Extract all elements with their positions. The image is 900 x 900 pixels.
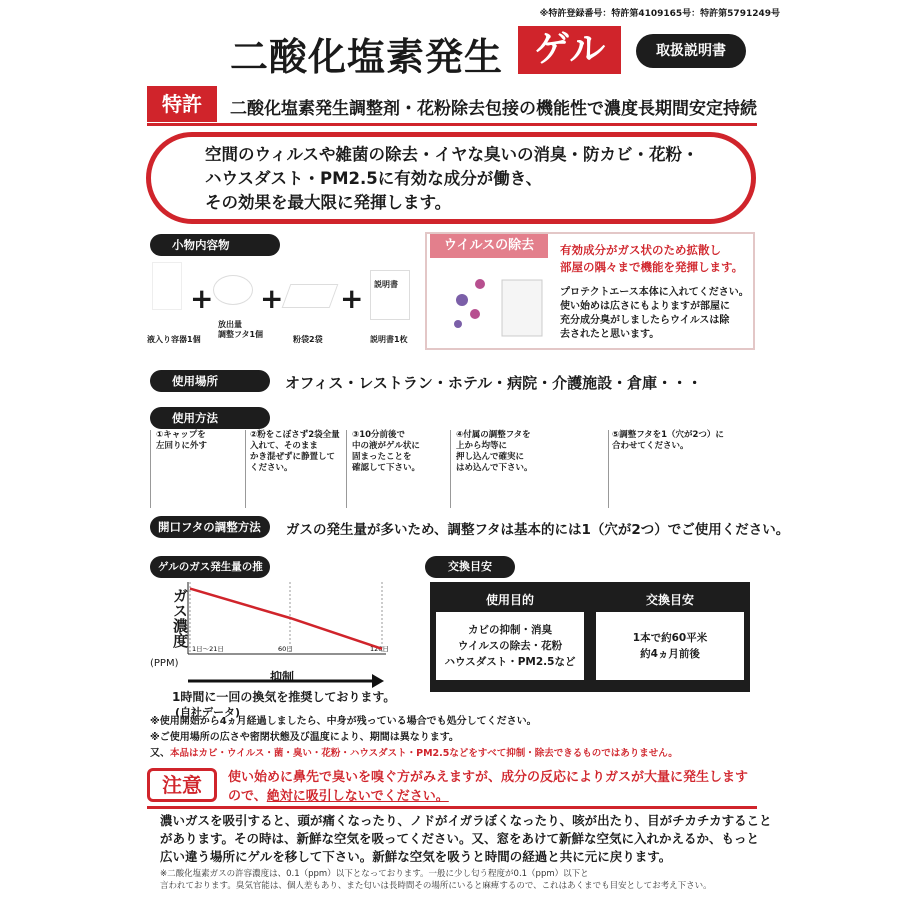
chart-yunit: (PPM) bbox=[150, 658, 179, 669]
manual-badge: 取扱説明書 bbox=[636, 34, 746, 68]
effect-line: ハウスダスト・PM2.5に有効な成分が働き、 bbox=[205, 169, 543, 188]
chart-caption: 1時間に一回の換気を推奨しております。 bbox=[172, 690, 396, 704]
step-4 bbox=[456, 430, 533, 474]
purpose-line: ウイルスの除去・花粉 bbox=[457, 640, 563, 652]
note-line: ※使用開始から4ヵ月経過しましたら、中身が残っている場合でも処分してください。 bbox=[150, 716, 537, 727]
footnote-line: 言われております。臭気官能は、個人差もあり、また匂いは長時間その場所にいると麻痺するので、これはあくまでも目安としてお考え下さい。 bbox=[160, 881, 712, 891]
virus-label: ウイルスの除去 bbox=[430, 234, 548, 258]
warning-line: 広い違う場所にゲルを移して下さい。新鮮な空気を吸うと時間の経過と共に元に戻ります。 bbox=[160, 849, 672, 864]
product-title: 二酸化塩素発生 bbox=[230, 35, 504, 79]
warning-line: があります。その時は、新鮮な空気を吸ってください。又、窓をあけて新鮮な空気に入れかえるか、もっと bbox=[160, 831, 760, 846]
chart-arrow-label: 抑制 bbox=[270, 670, 295, 684]
purpose-column bbox=[430, 588, 590, 686]
exchange-label: 交換目安 bbox=[425, 556, 515, 578]
footnote bbox=[160, 868, 712, 892]
patent-text: 二酸化塩素発生調整剤・花粉除去包接の機能性で濃度長期間安定持続 bbox=[230, 99, 757, 119]
tick-label: 60日 bbox=[278, 645, 293, 653]
plus-icon: + bbox=[340, 282, 364, 315]
patent-numbers: ※特許登録番号：特許第4109165号：特許第5791249号 bbox=[539, 9, 780, 19]
exchange-cell bbox=[596, 612, 744, 680]
product-container-icon bbox=[502, 280, 542, 336]
step-line: 合わせてください。 bbox=[612, 441, 689, 451]
caution-line bbox=[228, 787, 748, 806]
item-label: 粉袋2袋 bbox=[293, 335, 323, 344]
step-line: はめ込んで下さい。 bbox=[456, 463, 533, 473]
series-line bbox=[190, 589, 382, 649]
step-divider bbox=[150, 430, 151, 508]
warning-text bbox=[160, 812, 772, 866]
patent-badge: 特許 bbox=[147, 86, 217, 122]
step-5 bbox=[612, 430, 724, 452]
step-1 bbox=[156, 430, 207, 452]
effect-line: 空間のウィルスや雑菌の除去・イヤな臭いの消臭・防カビ・花粉・ bbox=[205, 145, 699, 164]
caution-badge: 注意 bbox=[147, 768, 217, 802]
steps-row bbox=[150, 430, 760, 510]
footnote-line: ※二酸化塩素ガスの許容濃度は、0.1（ppm）以下となっております。一般に少し匂う程度が0.1（ppm）以下と bbox=[160, 869, 589, 879]
gas-chart bbox=[186, 578, 389, 664]
manual-card: 説明書 bbox=[370, 270, 410, 320]
adjust-text: ガスの発生量が多いため、調整フタは基本的には1（穴が2つ）でご使用ください。 bbox=[286, 522, 790, 538]
cap-image bbox=[213, 275, 253, 305]
exchange-header: 交換目安 bbox=[645, 593, 694, 607]
exchange-line: 1本で約60平米 bbox=[632, 632, 708, 644]
effect-text bbox=[205, 143, 699, 215]
plus-icon: + bbox=[190, 282, 214, 315]
step-divider bbox=[450, 430, 451, 508]
step-line: 押し込んで確実に bbox=[456, 452, 525, 462]
step-line: 上から均等に bbox=[456, 441, 508, 451]
virus-text bbox=[560, 286, 749, 342]
step-line: 入れて、そのまま bbox=[250, 441, 318, 451]
step-2 bbox=[250, 430, 340, 474]
virus-red-line: 部屋の隅々まで機能を発揮します。 bbox=[560, 260, 744, 274]
arrow-icon bbox=[186, 674, 386, 688]
item-label: 放出量 調整フタ1個 bbox=[218, 320, 264, 339]
step-line: ③10分前後で bbox=[352, 430, 406, 440]
note-red: 本品はカビ・ウイルス・菌・臭い・花粉・ハウスダスト・PM2.5などをすべて抑制・除去できるものではありません。 bbox=[170, 748, 678, 759]
item-label: 液入り容器1個 bbox=[147, 335, 201, 344]
place-text: オフィス・レストラン・ホテル・病院・介護施設・倉庫・・・ bbox=[285, 374, 703, 392]
virus-text-line: 使い始めは広さにもよりますが部屋に bbox=[560, 301, 730, 312]
step-divider bbox=[245, 430, 246, 508]
virus-red-text bbox=[560, 242, 743, 276]
step-divider bbox=[346, 430, 347, 508]
effect-line: その効果を最大限に発揮します。 bbox=[205, 193, 452, 212]
divider bbox=[147, 123, 757, 126]
divider bbox=[147, 806, 757, 809]
caution-line: 使い始めに鼻先で臭いを嗅ぐ方がみえますが、成分の反応によりガスが大量に発生します bbox=[228, 770, 749, 785]
virus-red-line: 有効成分がガス状のため拡散し bbox=[560, 243, 721, 257]
caution-prefix: ので、 bbox=[228, 789, 267, 804]
chart-label: ゲルのガス発生量の推移 bbox=[150, 556, 270, 578]
note-prefix: 又、 bbox=[150, 748, 170, 759]
notes bbox=[150, 714, 678, 762]
purpose-line: カビの抑制・消臭 bbox=[468, 624, 552, 636]
step-line: 中の液がゲル状に bbox=[352, 441, 420, 451]
step-line: ⑤調整フタを1（穴が2つ）に bbox=[612, 430, 724, 440]
tick-label: 120日 bbox=[370, 645, 389, 653]
step-line: ④付属の調整フタを bbox=[456, 430, 531, 440]
plus-icon: + bbox=[260, 282, 284, 315]
virus-icon bbox=[475, 279, 485, 289]
step-line: 左回りに外す bbox=[156, 441, 208, 451]
exchange-line: 約4ヵ月前後 bbox=[640, 648, 700, 660]
purpose-cell bbox=[436, 612, 584, 680]
virus-illustration bbox=[440, 262, 550, 344]
method-label: 使用方法 bbox=[150, 407, 270, 429]
step-line: 固まったことを bbox=[352, 452, 412, 462]
virus-text-line: プロテクトエース本体に入れてください。 bbox=[560, 287, 749, 298]
virus-icon bbox=[456, 294, 468, 306]
step-line: ②粉をこぼさず2袋全量 bbox=[250, 430, 340, 440]
place-label: 使用場所 bbox=[150, 370, 270, 392]
item-label: 説明書1枚 bbox=[370, 335, 408, 344]
product-title-gel: ゲル bbox=[518, 26, 621, 74]
powder-bag-image bbox=[282, 284, 339, 308]
caution-red-text bbox=[228, 768, 748, 806]
adjust-label: 開口フタの調整方法 bbox=[150, 516, 270, 538]
step-line: ①キャップを bbox=[156, 430, 206, 440]
exchange-table bbox=[430, 582, 750, 692]
step-divider bbox=[608, 430, 609, 508]
note-line: ※ご使用場所の広さや密閉状態及び温度により、期間は異なります。 bbox=[150, 732, 459, 743]
contents-label: 小物内容物 bbox=[150, 234, 280, 256]
virus-icon bbox=[454, 320, 462, 328]
virus-text-line: 去されたと思います。 bbox=[560, 329, 660, 340]
container-image bbox=[152, 262, 182, 310]
virus-icon bbox=[470, 309, 480, 319]
purpose-line: ハウスダスト・PM2.5など bbox=[444, 656, 576, 668]
purpose-header: 使用目的 bbox=[485, 593, 534, 607]
caution-emphasis: 絶対に吸引しないでください。 bbox=[266, 789, 449, 804]
note-line bbox=[150, 746, 678, 762]
step-line: かき混ぜずに静置して bbox=[250, 452, 336, 462]
virus-text-line: 充分成分臭がしましたらウイルスは除 bbox=[560, 315, 730, 326]
warning-line: 濃いガスを吸引すると、頭が痛くなったり、ノドがイガラぼくなったり、咳が出たり、目がチカチカすること bbox=[160, 813, 772, 828]
step-line: 確認して下さい。 bbox=[352, 463, 421, 473]
tick-label: 1日～21日 bbox=[192, 645, 224, 653]
step-line: ください。 bbox=[250, 463, 293, 473]
chart-ylabel: ガス濃度 bbox=[171, 588, 189, 648]
step-3 bbox=[352, 430, 420, 474]
chart-source: (自社データ) bbox=[175, 706, 241, 719]
exchange-column bbox=[590, 588, 750, 686]
